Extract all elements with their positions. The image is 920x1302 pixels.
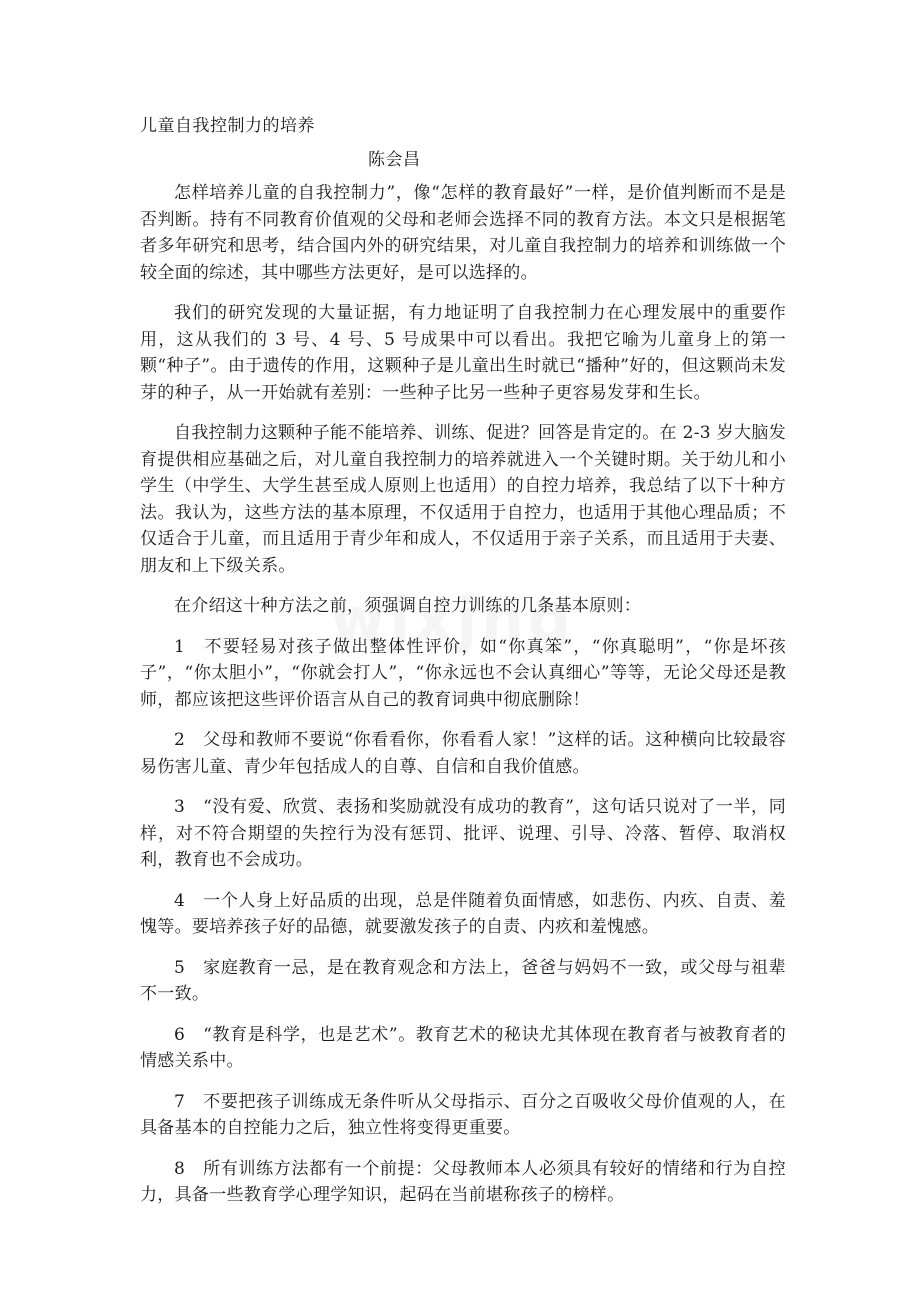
principle-item-1: 1 不要轻易对孩子做出整体性评价，如“你真笨”，“你真聪明”，“你是坏孩子”，“你太胆小”，“你就会打人”，“你永远也不会认真细心”等等，无论父母还是教师，都应该把这些评价语言从自己的教育词典中彻底删除！ bbox=[140, 636, 786, 710]
paragraph-intro-1: 怎样培养儿童的自我控制力”，像“怎样的教育最好”一样，是价值判断而不是是否判断。持有不同教育价值观的父母和老师会选择不同的教育方法。本文只是根据笔者多年研究和思考，结合国内外的研究结果，对儿童自我控制力的培养和训练做一个较全面的综述，其中哪些方法更好，是可以选择的。 bbox=[140, 183, 786, 283]
principle-item-6: 6 “教育是科学，也是艺术”。教育艺术的秘诀尤其体现在教育者与被教育者的情感关系中。 bbox=[140, 1024, 786, 1071]
document-author: 陈会昌 bbox=[368, 150, 421, 170]
principle-item-3: 3 “没有爱、欣赏、表扬和奖励就没有成功的教育”，这句话只说对了一半，同样，对不符合期望的失控行为没有惩罚、批评、说理、引导、冷落、暂停、取消权利，教育也不会成功。 bbox=[140, 797, 786, 870]
document-body bbox=[140, 180, 786, 1223]
document-title: 儿童自我控制力的培养 bbox=[140, 116, 315, 136]
principle-item-8: 8 所有训练方法都有一个前提：父母教师本人必须具有较好的情绪和行为自控力，具备一些教育学心理学知识，起码在当前堪称孩子的榜样。 bbox=[140, 1158, 786, 1205]
principle-item-4: 4 一个人身上好品质的出现，总是伴随着负面情感，如悲伤、内疚、自责、羞愧等。要培养孩子好的品德，就要激发孩子的自责、内疚和羞愧感。 bbox=[140, 890, 786, 937]
paragraph-intro-3: 自我控制力这颗种子能不能培养、训练、促进？回答是肯定的。在 2-3 岁大脑发育提供相应基础之后，对儿童自我控制力的培养就进入一个关键时期。关于幼儿和小学生（中学生、大学生甚至成人原则上也适用）的自控力培养，我总结了以下十种方法。我认为，这些方法的基本原理，不仅适用于自控力，也适用于其他心理品质；不仅适合于儿童，而且适用于青少年和成人，不仅适用于亲子关系，而且适用于夫妻、朋友和上下级关系。 bbox=[140, 423, 786, 576]
principle-item-5: 5 家庭教育一忌，是在教育观念和方法上，爸爸与妈妈不一致，或父母与祖辈不一致。 bbox=[140, 957, 786, 1004]
paragraph-intro-2: 我们的研究发现的大量证据，有力地证明了自我控制力在心理发展中的重要作用，这从我们的 3 号、4 号、5 号成果中可以看出。我把它喻为儿童身上的第一颗“种子”。由于遗传的作用，这颗种子是儿童出生时就已“播种”好的，但这颗尚未发芽的种子，从一开始就有差别：一些种子比另一些种子更容易发芽和生长。 bbox=[140, 303, 786, 403]
principle-item-2: 2 父母和教师不要说“你看看你，你看看人家！”这样的话。这种横向比较最容易伤害儿童、青少年包括成人的自尊、自信和自我价值感。 bbox=[140, 730, 786, 777]
paragraph-principles-lead: 在介绍这十种方法之前，须强调自控力训练的几条基本原则： bbox=[174, 596, 642, 616]
principle-item-7: 7 不要把孩子训练成无条件听从父母指示、百分之百吸收父母价值观的人，在具备基本的自控能力之后，独立性将变得更重要。 bbox=[140, 1091, 786, 1138]
